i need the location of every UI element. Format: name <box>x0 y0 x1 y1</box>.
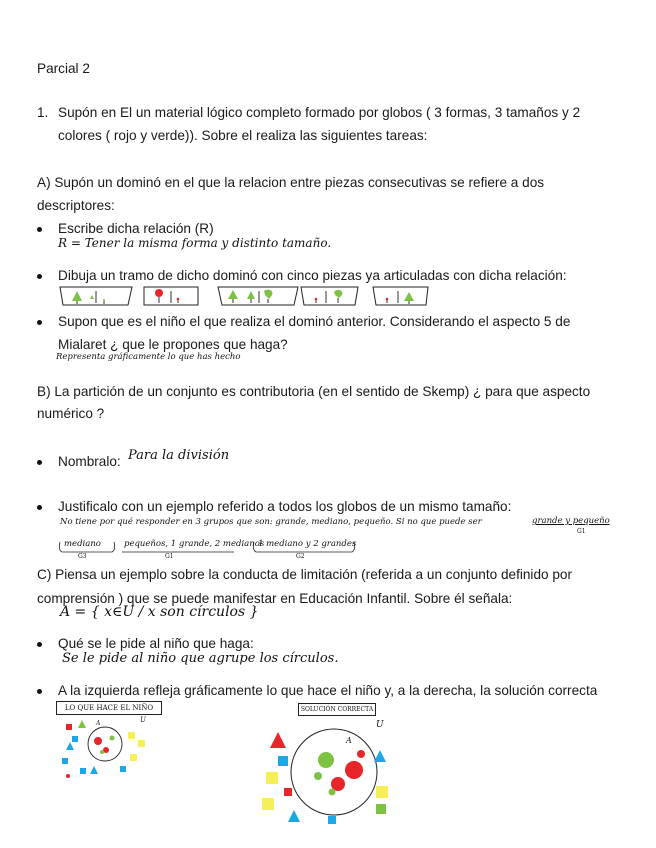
a-bullet-3-line-1: Supon que es el niño el que realiza el dominó anterior. Considerando el aspecto 5 de <box>58 314 571 329</box>
b-answer-segment-2: pequeños, 1 grande, 2 medianos <box>124 539 265 549</box>
section-b-line-1: B) La partición de un conjunto es contributoria (en el sentido de Skemp) ¿ para que aspecto <box>37 384 591 399</box>
universe-label-right: U <box>376 720 384 730</box>
set-boundary <box>291 729 377 815</box>
a-bullet-2: Dibuja un tramo de dicho dominó con cinco piezas ya articuladas con dicha relación: <box>58 268 567 283</box>
green-triangle-small <box>90 295 94 299</box>
bullet <box>37 320 42 325</box>
question-line-1: Supón en El un material lógico completo formado por globos ( 3 formas, 3 tamaños y 2 <box>58 105 581 120</box>
bullet <box>37 642 42 647</box>
left-label-box <box>56 701 162 715</box>
b-answer-aspect: Para la división <box>128 448 230 463</box>
c-answer-task: Se le pide al niño que agrupe los círculos. <box>62 651 339 666</box>
set-boundary <box>88 727 122 761</box>
bullet <box>37 227 42 232</box>
set-label-a-left: A <box>96 720 101 727</box>
section-b-line-2: numérico ? <box>37 406 105 421</box>
left-label: LO QUE HACE EL NIÑO <box>64 704 154 712</box>
domino-piece-3 <box>218 287 298 305</box>
section-a-line-1: A) Supón un dominó en el que la relacion entre piezas consecutivas se refiere a dos <box>37 175 545 190</box>
universe-label-left: U <box>140 716 146 724</box>
group-label-g1b: G1 <box>165 553 174 560</box>
domino-piece-1 <box>60 287 132 305</box>
bullet <box>37 274 42 279</box>
red-circle-large <box>155 289 163 297</box>
section-a-line-2: descriptores: <box>37 198 115 213</box>
segment-braces <box>58 538 368 560</box>
correct-solution-drawing <box>256 718 406 838</box>
question-number: 1. <box>37 105 49 120</box>
domino-piece-5 <box>373 287 428 305</box>
b-answer-segment-1: mediano <box>64 539 101 549</box>
bullet <box>37 505 42 510</box>
b-bullet-2: Justificalo con un ejemplo referido a todos los globos de un mismo tamaño: <box>58 499 512 514</box>
group-label-g1: G1 <box>577 528 586 535</box>
section-c-line-1: C) Piensa un ejemplo sobre la conducta de limitación (referida a un conjunto definido por <box>37 567 573 582</box>
a-bullet-3-line-2: Mialaret ¿ que le propones que haga? <box>58 337 288 352</box>
domino-piece-4 <box>301 287 358 305</box>
b-bullet-1: Nombralo: <box>58 454 121 469</box>
bullet <box>37 460 42 465</box>
a-answer-relation: R = Tener la misma forma y distinto tamaño. <box>58 236 332 250</box>
green-triangle-large <box>72 291 82 301</box>
child-answer-drawing <box>58 716 168 806</box>
c-answer-set: A = { x∈U / x son círculos } <box>60 604 259 620</box>
group-label-g3: G3 <box>78 553 87 560</box>
c-bullet-2: A la izquierda refleja gráficamente lo que hace el niño y, a la derecha, la solución correcta <box>58 683 598 698</box>
question-line-2: colores ( rojo y verde)). Sobre el realiza las siguientes tareas: <box>58 128 428 143</box>
domino-piece-2 <box>144 287 198 305</box>
page-title: Parcial 2 <box>37 61 90 76</box>
right-label: SOLUCIÓN CORRECTA <box>300 706 374 713</box>
b-answer-segment-3: 1 mediano y 2 grandes <box>258 539 357 549</box>
group-label-g2: G2 <box>296 553 305 560</box>
set-label-a-right: A <box>346 736 352 745</box>
b-answer-line-1: No tiene por qué responder en 3 grupos que son: grande, mediano, pequeño. Si no que puede ser <box>60 517 482 527</box>
a-answer-mialaret: Representa gráficamente lo que has hecho <box>56 352 241 362</box>
section-c-line-2: comprensión ) que se puede manifestar en Educación Infantil. Sobre él señala: <box>37 591 513 606</box>
a-bullet-1: Escribe dicha relación (R) <box>58 221 214 236</box>
b-answer-group-g1: grande y pequeño <box>532 516 610 526</box>
bullet <box>37 689 42 694</box>
domino-drawing <box>58 285 438 309</box>
right-label-box <box>298 703 376 716</box>
c-bullet-1: Qué se le pide al niño que haga: <box>58 636 254 651</box>
